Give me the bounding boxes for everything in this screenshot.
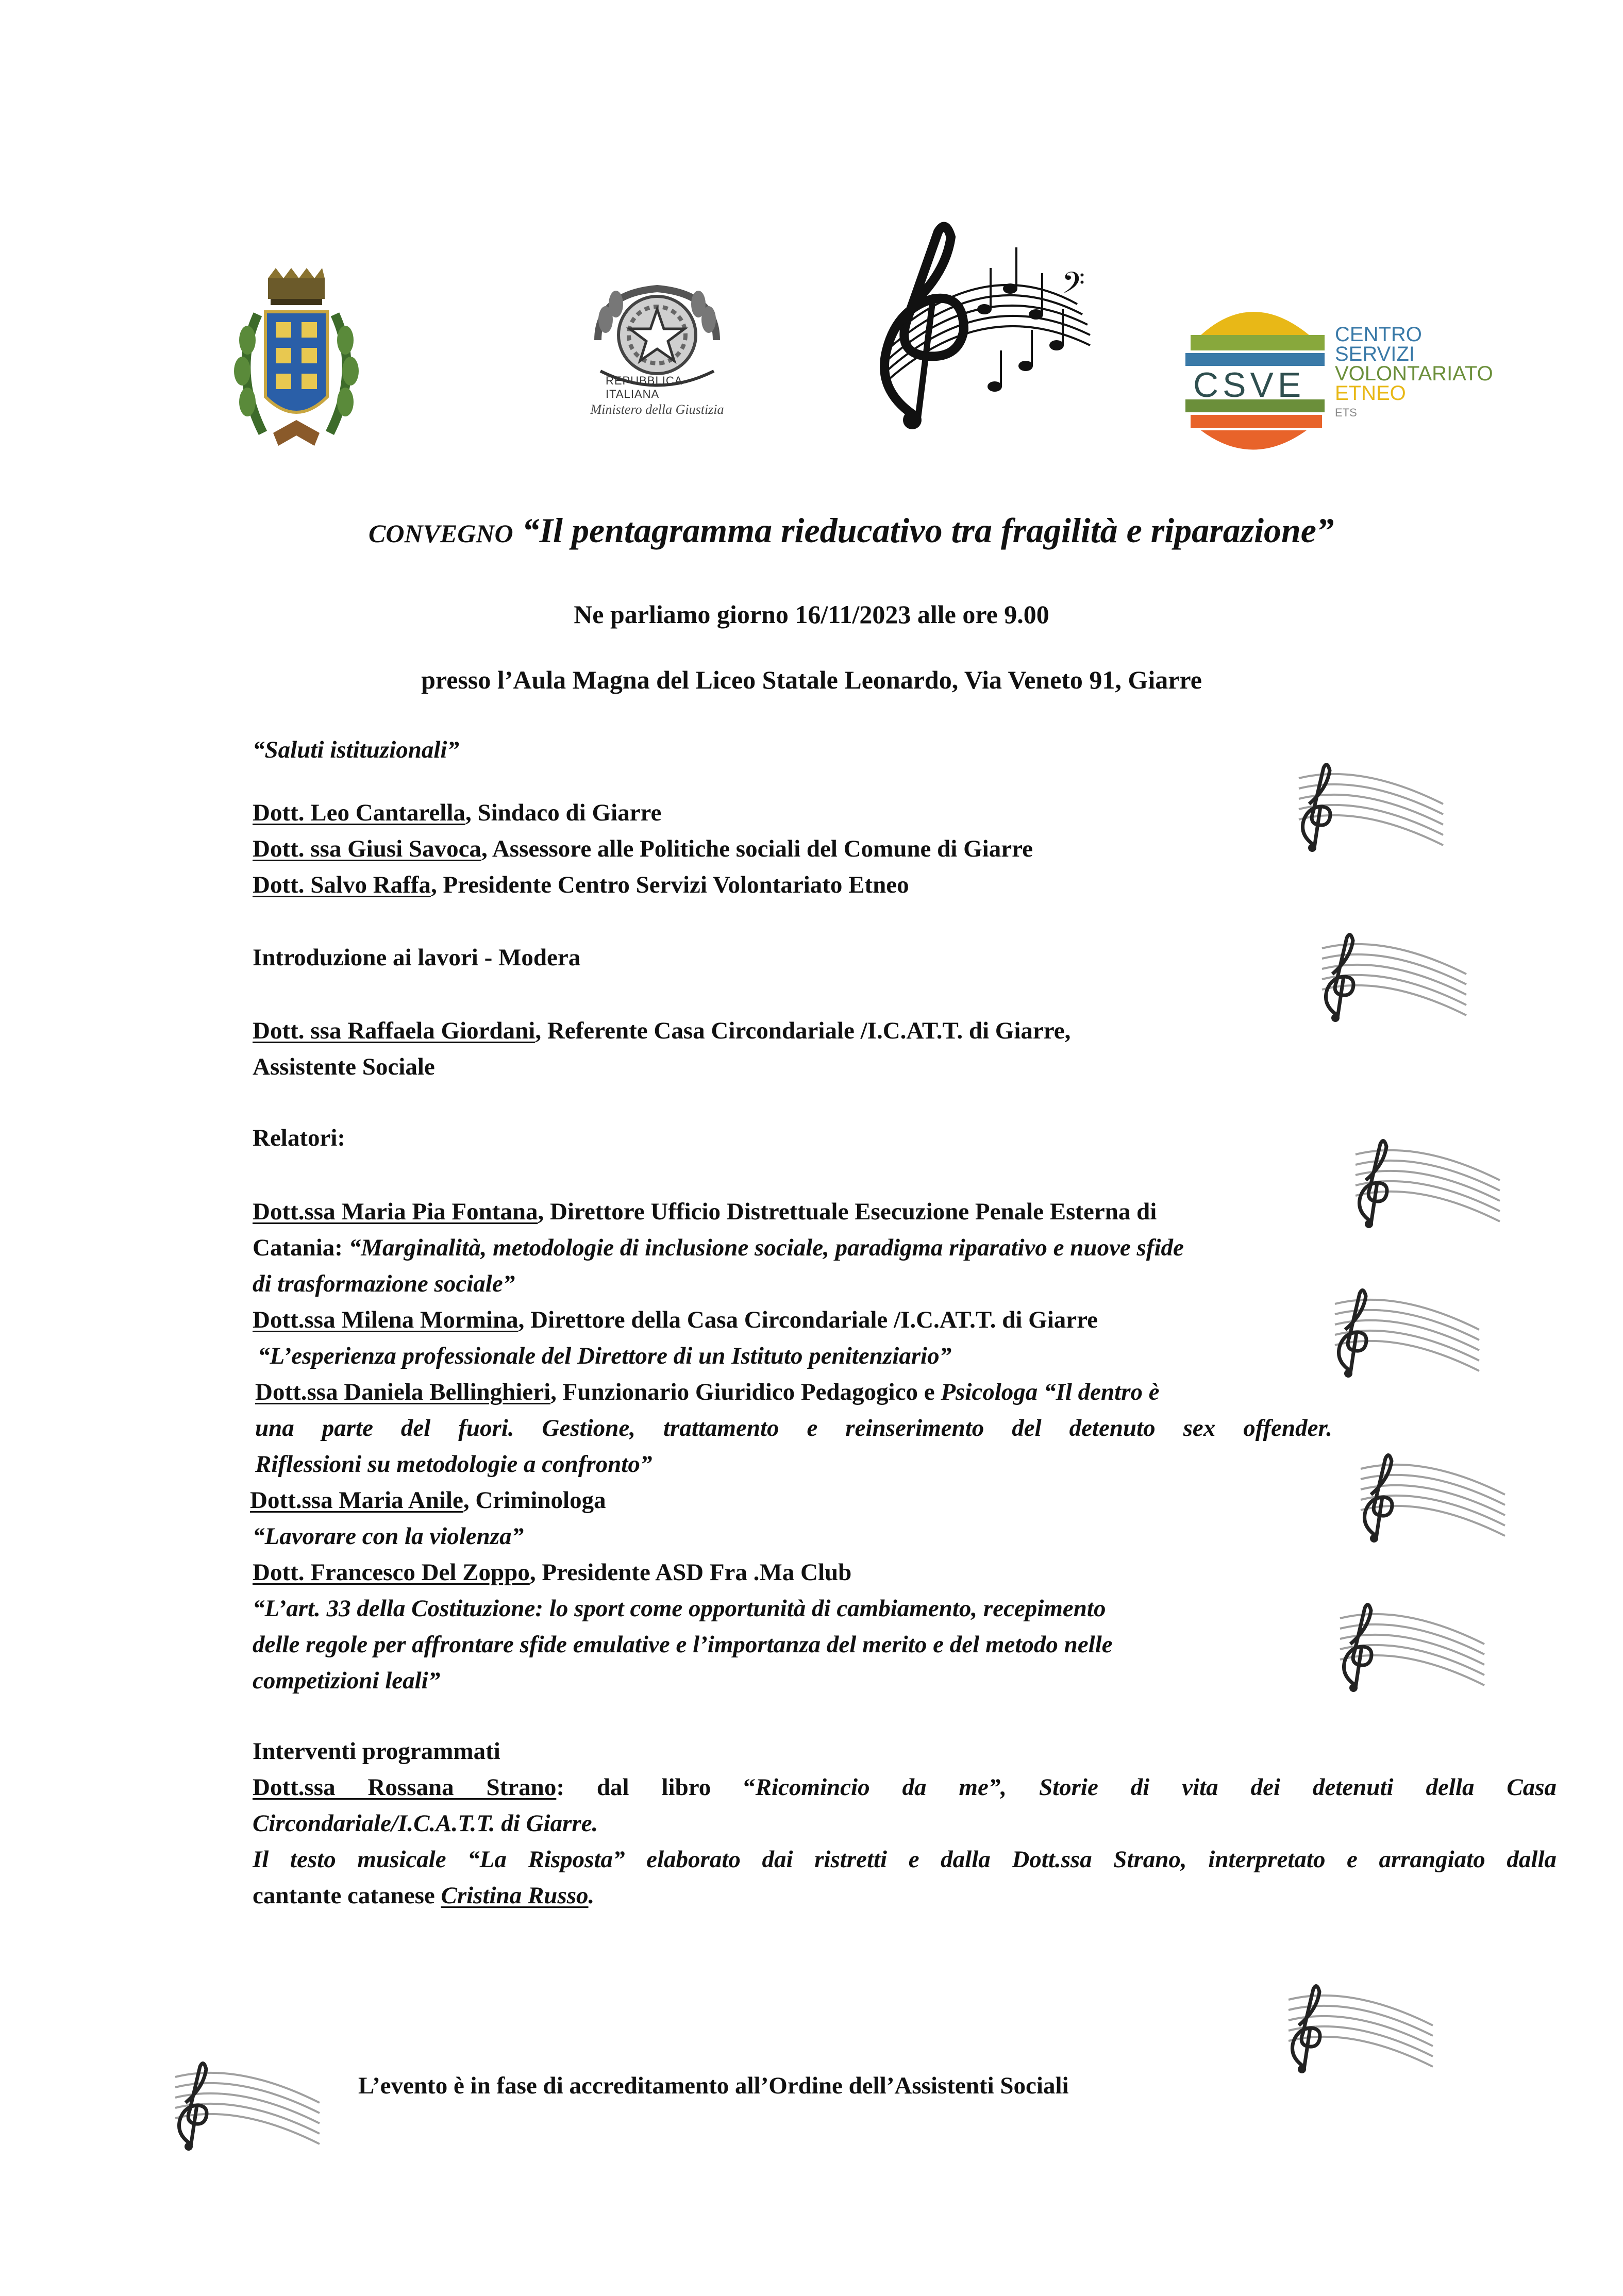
talk-bellinghieri-3: Riflessioni su metodologie a confronto” <box>255 1451 652 1478</box>
title-text: “Il pentagramma rieducativo tra fragilità e riparazione” <box>522 511 1334 550</box>
conference-title <box>369 510 1334 551</box>
scheduled-text: : dal libro “ <box>556 1774 756 1801</box>
csve-logo <box>1180 299 1515 454</box>
speaker-name: Dott.ssa Rossana Strano <box>253 1774 557 1801</box>
speaker-role: , Criminologa <box>463 1487 606 1514</box>
intro-heading: Introduzione ai lavori - Modera <box>253 944 581 971</box>
clef-staff-icon <box>1268 1979 1443 2082</box>
speaker-name: Dott. ssa Giusi Savoca <box>253 835 481 862</box>
speaker-name: Dott. Leo Cantarella <box>253 799 465 826</box>
clef-staff-icon <box>1340 1448 1515 1551</box>
footer-note: L’evento è in fase di accreditamento all’Ordine dell’Assistenti Sociali <box>358 2072 1069 2099</box>
speaker-name: Dott.ssa Milena Mormina <box>253 1306 518 1333</box>
scheduled-line-1 <box>253 1769 1557 1805</box>
clef-staff-icon <box>1319 1598 1495 1701</box>
speaker-fontana <box>253 1194 1157 1230</box>
intro-moderator-role: Assistente Sociale <box>253 1053 435 1080</box>
book-title: Ricomincio da me”, Storie di vita dei detenuti della Casa <box>755 1774 1557 1801</box>
speaker-name: Dott. Salvo Raffa <box>253 872 431 898</box>
speaker-mormina <box>253 1302 1098 1338</box>
italian-republic-emblem <box>577 278 737 433</box>
csve-line-etneo: ETNEO <box>1335 382 1406 405</box>
csve-wordmark <box>1335 325 1493 423</box>
csve-line-volontariato: VOLONTARIATO <box>1335 362 1493 385</box>
talk-fontana-1 <box>253 1230 1184 1266</box>
music-notes-logo <box>856 222 1098 433</box>
greeting-savoca <box>253 831 1033 867</box>
scheduled-line-3: Il testo musicale “La Risposta” elaborato dai ristretti e dalla Dott.ssa Strano, interpretato e arrangiato dalla <box>253 1846 1557 1873</box>
speaker-role: , Assessore alle Politiche sociali del Comune di Giarre <box>481 835 1033 862</box>
speakers-heading: Relatori: <box>253 1125 346 1151</box>
scheduled-heading: Interventi programmati <box>253 1738 500 1765</box>
scheduled-text: . <box>588 1882 595 1909</box>
speaker-role: , Presidente Centro Servizi Volontariato Etneo <box>430 872 909 898</box>
talk-fontana-2: di trasformazione sociale” <box>253 1270 515 1297</box>
speaker-name: Dott.ssa Maria Pia Fontana <box>253 1198 538 1225</box>
svg-text:𝄢: 𝄢 <box>1062 265 1085 308</box>
intro-moderator <box>253 1013 1070 1049</box>
speaker-role: , Referente Casa Circondariale /I.C.AT.T. di Giarre, <box>535 1017 1071 1044</box>
talk-mormina: “L’esperienza professionale del Direttore di un Istituto penitenziario” <box>258 1343 952 1369</box>
scheduled-text: cantante catanese <box>253 1882 441 1909</box>
clef-staff-icon <box>1301 928 1477 1031</box>
speaker-city: Catania: <box>253 1234 343 1261</box>
talk-bellinghieri-2: una parte del fuori. Gestione, trattamento e reinserimento del detenuto sex offender. <box>255 1415 1332 1442</box>
speaker-delzoppo <box>253 1554 851 1590</box>
csve-line-centro: CENTRO <box>1335 323 1422 346</box>
clef-staff-icon <box>1314 1283 1490 1386</box>
speaker-role: , Presidente ASD Fra .Ma Club <box>529 1559 852 1586</box>
date-line: Ne parliamo giorno 16/11/2023 alle ore 9.00 <box>574 600 1049 629</box>
talk-delzoppo-1: “L’art. 33 della Costituzione: lo sport come opportunità di cambiamento, recepimento <box>253 1595 1106 1622</box>
speaker-role: , Direttore Ufficio Distrettuale Esecuzione Penale Esterna di <box>538 1198 1157 1225</box>
venue-line: presso l’Aula Magna del Liceo Statale Leonardo, Via Veneto 91, Giarre <box>421 665 1202 694</box>
greeting-raffa <box>253 867 909 903</box>
speaker-name: Dott.ssa Maria Anile <box>250 1487 463 1514</box>
clef-staff-icon <box>1278 758 1453 861</box>
csve-mark: CSVE <box>1193 365 1306 405</box>
speaker-name: Dott. ssa Raffaela Giordani <box>253 1017 536 1044</box>
giarre-crest-logo <box>227 268 366 459</box>
speaker-role: , Direttore della Casa Circondariale /I.C.AT.T. di Giarre <box>518 1306 1098 1333</box>
csve-line-servizi: SERVIZI <box>1335 343 1415 365</box>
talk-title: “Marginalità, metodologie di inclusione sociale, paradigma riparativo e nuove sfide <box>348 1234 1184 1261</box>
speaker-bellinghieri <box>255 1374 1160 1410</box>
scheduled-line-4 <box>253 1878 594 1914</box>
speaker-name: Dott. Francesco Del Zoppo <box>253 1559 530 1586</box>
speaker-role: , Funzionario Giuridico Pedagogico e <box>550 1379 941 1405</box>
greetings-heading: “Saluti istituzionali” <box>253 736 459 763</box>
scheduled-line-2: Circondariale/I.C.A.T.T. di Giarre. <box>253 1810 598 1837</box>
greeting-cantarella <box>253 795 661 831</box>
emblem-caption: REPUBBLICA ITALIANA <box>606 374 682 400</box>
speaker-name: Dott.ssa Daniela Bellinghieri <box>255 1379 551 1405</box>
clef-staff-icon <box>155 2056 330 2159</box>
title-prefix: CONVEGNO <box>369 519 513 548</box>
csve-line-ets: ETS <box>1335 406 1357 419</box>
talk-delzoppo-2: delle regole per affrontare sfide emulative e l’importanza del merito e del metodo nelle <box>253 1631 1113 1658</box>
speaker-anile <box>250 1482 606 1518</box>
speaker-role: , Sindaco di Giarre <box>465 799 662 826</box>
ministry-caption: Ministero della Giustizia <box>590 402 724 417</box>
talk-delzoppo-3: competizioni leali” <box>253 1667 441 1694</box>
clef-staff-icon <box>1335 1134 1510 1237</box>
singer-name: Cristina Russo <box>441 1882 589 1909</box>
talk-anile: “Lavorare con la violenza” <box>253 1523 524 1550</box>
talk-title: “Il dentro è <box>1038 1379 1160 1405</box>
speaker-role-italic: Psicologa <box>941 1379 1038 1405</box>
